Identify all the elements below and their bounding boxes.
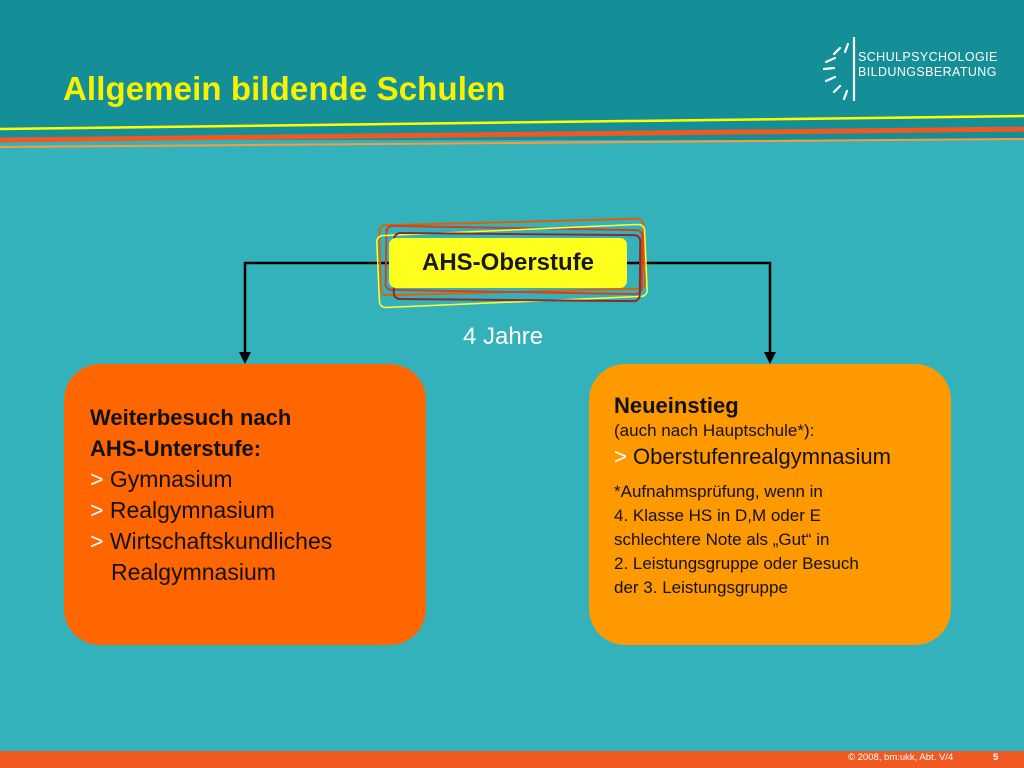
bullet-arrow: >	[90, 466, 104, 492]
left-item-continuation: Realgymnasium	[111, 559, 276, 585]
left-heading-line-1: Weiterbesuch nach	[90, 405, 292, 430]
slide-title: Allgemein bildende Schulen	[63, 70, 506, 107]
note-line: schlechtere Note als „Gut“ in	[614, 530, 830, 549]
right-list-item	[614, 442, 951, 472]
slide-footer	[0, 751, 1024, 768]
logo-line-1: SCHULPSYCHOLOGIE	[858, 50, 998, 64]
note-line: *Aufnahmsprüfung, wenn in	[614, 482, 823, 501]
left-item-label: Gymnasium	[109, 466, 233, 492]
left-list-item	[90, 526, 426, 557]
top-node-label: AHS-Oberstufe	[421, 249, 595, 276]
left-list-item	[90, 495, 426, 526]
left-item-label: Realgymnasium	[109, 497, 275, 523]
footer-copyright: © 2008, bm:ukk, Abt. V/4	[848, 752, 954, 763]
right-heading: Neueinstieg	[614, 393, 739, 418]
page-number: 5	[993, 752, 999, 763]
bullet-arrow: >	[614, 444, 627, 469]
note-line: 4. Klasse HS in D,M oder E	[614, 506, 821, 525]
right-subheading: (auch nach Hauptschule*):	[614, 421, 815, 440]
right-path-box	[589, 364, 951, 645]
bullet-arrow: >	[90, 497, 104, 523]
left-path-box	[64, 364, 426, 645]
logo-line-2: BILDUNGSBERATUNG	[858, 65, 997, 79]
top-node-ahs-oberstufe	[389, 238, 627, 288]
right-item-label: Oberstufenrealgymnasium	[632, 444, 891, 469]
left-heading-line-2: AHS-Unterstufe:	[90, 436, 262, 461]
bullet-arrow: >	[90, 528, 104, 554]
duration-label: 4 Jahre	[463, 323, 544, 350]
left-item-label: Wirtschaftskundliches	[109, 528, 333, 554]
left-list-item	[90, 464, 426, 495]
note-line: der 3. Leistungsgruppe	[614, 578, 788, 597]
note-line: 2. Leistungsgruppe oder Besuch	[614, 554, 859, 573]
admission-note	[614, 480, 951, 600]
